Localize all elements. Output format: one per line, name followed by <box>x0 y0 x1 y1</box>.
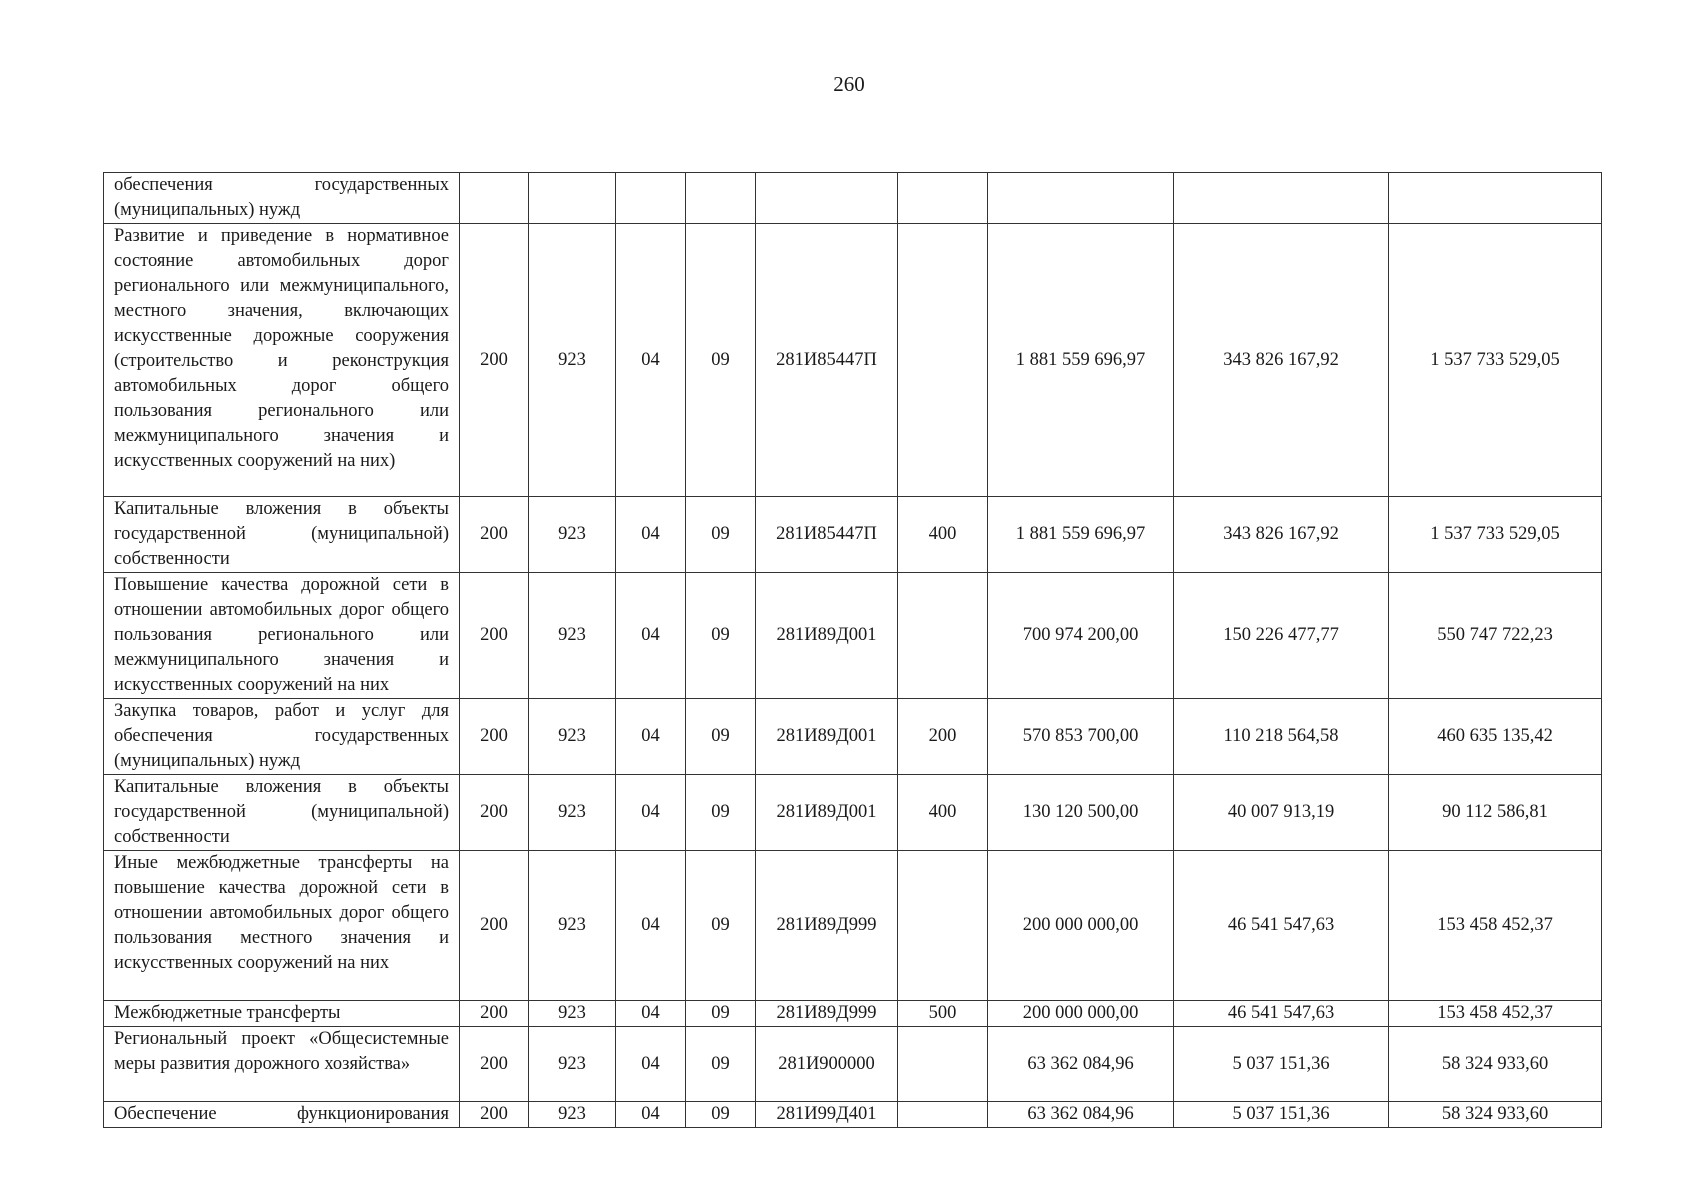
admin-code-cell: 200 <box>460 1001 529 1027</box>
table-row <box>104 173 1602 224</box>
subsection-code-cell: 09 <box>686 851 756 1001</box>
subsection-code-cell: 09 <box>686 775 756 851</box>
subsection-code-cell: 09 <box>686 224 756 497</box>
budget-table <box>103 172 1602 1128</box>
remaining-amount-cell: 153 458 452,37 <box>1389 1001 1602 1027</box>
subsection-code-cell: 09 <box>686 1102 756 1128</box>
admin-code-cell: 200 <box>460 1102 529 1128</box>
planned-amount-cell <box>988 173 1174 224</box>
admin-code-cell <box>460 173 529 224</box>
subsection-code-cell: 09 <box>686 573 756 699</box>
budget-table-body <box>104 173 1602 1128</box>
planned-amount-cell: 700 974 200,00 <box>988 573 1174 699</box>
admin-code-cell: 200 <box>460 851 529 1001</box>
target-article-code-cell <box>756 173 898 224</box>
row-name-cell: Развитие и приведение в нормативное состояние автомобильных дорог регионального или межмуниципального, местного значения, включающих искусственные дорожные сооружения (строительство и реконструкция автомобильных дорог общего пользования регионального или межмуниципального значения и искусственных сооружений на них) <box>104 224 460 497</box>
subsection-code-cell: 09 <box>686 699 756 775</box>
executed-amount-cell <box>1174 173 1389 224</box>
expense-type-code-cell <box>898 1027 988 1102</box>
target-article-code-cell: 281И99Д401 <box>756 1102 898 1128</box>
remaining-amount-cell: 90 112 586,81 <box>1389 775 1602 851</box>
target-article-code-cell: 281И89Д001 <box>756 775 898 851</box>
target-article-code-cell: 281И85447П <box>756 497 898 573</box>
planned-amount-cell: 63 362 084,96 <box>988 1027 1174 1102</box>
table-row <box>104 775 1602 851</box>
executed-amount-cell: 343 826 167,92 <box>1174 224 1389 497</box>
executed-amount-cell: 5 037 151,36 <box>1174 1102 1389 1128</box>
ministry-code-cell <box>529 173 616 224</box>
remaining-amount-cell: 460 635 135,42 <box>1389 699 1602 775</box>
table-row <box>104 224 1602 497</box>
row-name-cell: обеспечения государственных (муниципальных) нужд <box>104 173 460 224</box>
remaining-amount-cell <box>1389 173 1602 224</box>
section-code-cell <box>616 173 686 224</box>
admin-code-cell: 200 <box>460 775 529 851</box>
planned-amount-cell: 570 853 700,00 <box>988 699 1174 775</box>
planned-amount-cell: 200 000 000,00 <box>988 851 1174 1001</box>
expense-type-code-cell: 400 <box>898 497 988 573</box>
table-row <box>104 497 1602 573</box>
table-row <box>104 1001 1602 1027</box>
target-article-code-cell: 281И89Д001 <box>756 573 898 699</box>
row-name-cell: Обеспечение функционирования <box>104 1102 460 1128</box>
page-number: 260 <box>833 72 865 96</box>
section-code-cell: 04 <box>616 573 686 699</box>
expense-type-code-cell: 400 <box>898 775 988 851</box>
target-article-code-cell: 281И85447П <box>756 224 898 497</box>
section-code-cell: 04 <box>616 1027 686 1102</box>
planned-amount-cell: 1 881 559 696,97 <box>988 497 1174 573</box>
ministry-code-cell: 923 <box>529 224 616 497</box>
ministry-code-cell: 923 <box>529 1001 616 1027</box>
planned-amount-cell: 63 362 084,96 <box>988 1102 1174 1128</box>
ministry-code-cell: 923 <box>529 775 616 851</box>
ministry-code-cell: 923 <box>529 1102 616 1128</box>
subsection-code-cell: 09 <box>686 497 756 573</box>
admin-code-cell: 200 <box>460 699 529 775</box>
expense-type-code-cell: 200 <box>898 699 988 775</box>
expense-type-code-cell <box>898 1102 988 1128</box>
admin-code-cell: 200 <box>460 224 529 497</box>
remaining-amount-cell: 58 324 933,60 <box>1389 1027 1602 1102</box>
row-name-cell: Капитальные вложения в объекты государственной (муниципальной) собственности <box>104 775 460 851</box>
expense-type-code-cell <box>898 573 988 699</box>
target-article-code-cell: 281И89Д999 <box>756 1001 898 1027</box>
subsection-code-cell <box>686 173 756 224</box>
remaining-amount-cell: 58 324 933,60 <box>1389 1102 1602 1128</box>
executed-amount-cell: 343 826 167,92 <box>1174 497 1389 573</box>
row-name-cell: Закупка товаров, работ и услуг для обеспечения государственных (муниципальных) нужд <box>104 699 460 775</box>
executed-amount-cell: 46 541 547,63 <box>1174 851 1389 1001</box>
table-row <box>104 699 1602 775</box>
planned-amount-cell: 1 881 559 696,97 <box>988 224 1174 497</box>
expense-type-code-cell <box>898 224 988 497</box>
row-name-cell: Повышение качества дорожной сети в отношении автомобильных дорог общего пользования регионального или межмуниципального значения и искусственных сооружений на них <box>104 573 460 699</box>
planned-amount-cell: 130 120 500,00 <box>988 775 1174 851</box>
executed-amount-cell: 40 007 913,19 <box>1174 775 1389 851</box>
section-code-cell: 04 <box>616 1001 686 1027</box>
executed-amount-cell: 150 226 477,77 <box>1174 573 1389 699</box>
row-name-cell: Иные межбюджетные трансферты на повышение качества дорожной сети в отношении автомобильных дорог общего пользования местного значения и искусственных сооружений на них <box>104 851 460 1001</box>
target-article-code-cell: 281И900000 <box>756 1027 898 1102</box>
subsection-code-cell: 09 <box>686 1001 756 1027</box>
table-row <box>104 851 1602 1001</box>
ministry-code-cell: 923 <box>529 851 616 1001</box>
remaining-amount-cell: 1 537 733 529,05 <box>1389 224 1602 497</box>
section-code-cell: 04 <box>616 775 686 851</box>
section-code-cell: 04 <box>616 851 686 1001</box>
table-row <box>104 573 1602 699</box>
section-code-cell: 04 <box>616 497 686 573</box>
table-row <box>104 1102 1602 1128</box>
section-code-cell: 04 <box>616 224 686 497</box>
ministry-code-cell: 923 <box>529 497 616 573</box>
expense-type-code-cell: 500 <box>898 1001 988 1027</box>
remaining-amount-cell: 550 747 722,23 <box>1389 573 1602 699</box>
admin-code-cell: 200 <box>460 573 529 699</box>
remaining-amount-cell: 153 458 452,37 <box>1389 851 1602 1001</box>
row-name-cell: Региональный проект «Общесистемные меры развития дорожного хозяйства» <box>104 1027 460 1102</box>
ministry-code-cell: 923 <box>529 1027 616 1102</box>
admin-code-cell: 200 <box>460 497 529 573</box>
row-name-cell: Капитальные вложения в объекты государственной (муниципальной) собственности <box>104 497 460 573</box>
executed-amount-cell: 46 541 547,63 <box>1174 1001 1389 1027</box>
subsection-code-cell: 09 <box>686 1027 756 1102</box>
remaining-amount-cell: 1 537 733 529,05 <box>1389 497 1602 573</box>
admin-code-cell: 200 <box>460 1027 529 1102</box>
ministry-code-cell: 923 <box>529 573 616 699</box>
row-name-cell: Межбюджетные трансферты <box>104 1001 460 1027</box>
target-article-code-cell: 281И89Д001 <box>756 699 898 775</box>
section-code-cell: 04 <box>616 1102 686 1128</box>
expense-type-code-cell <box>898 173 988 224</box>
target-article-code-cell: 281И89Д999 <box>756 851 898 1001</box>
executed-amount-cell: 110 218 564,58 <box>1174 699 1389 775</box>
table-row <box>104 1027 1602 1102</box>
expense-type-code-cell <box>898 851 988 1001</box>
executed-amount-cell: 5 037 151,36 <box>1174 1027 1389 1102</box>
planned-amount-cell: 200 000 000,00 <box>988 1001 1174 1027</box>
ministry-code-cell: 923 <box>529 699 616 775</box>
section-code-cell: 04 <box>616 699 686 775</box>
